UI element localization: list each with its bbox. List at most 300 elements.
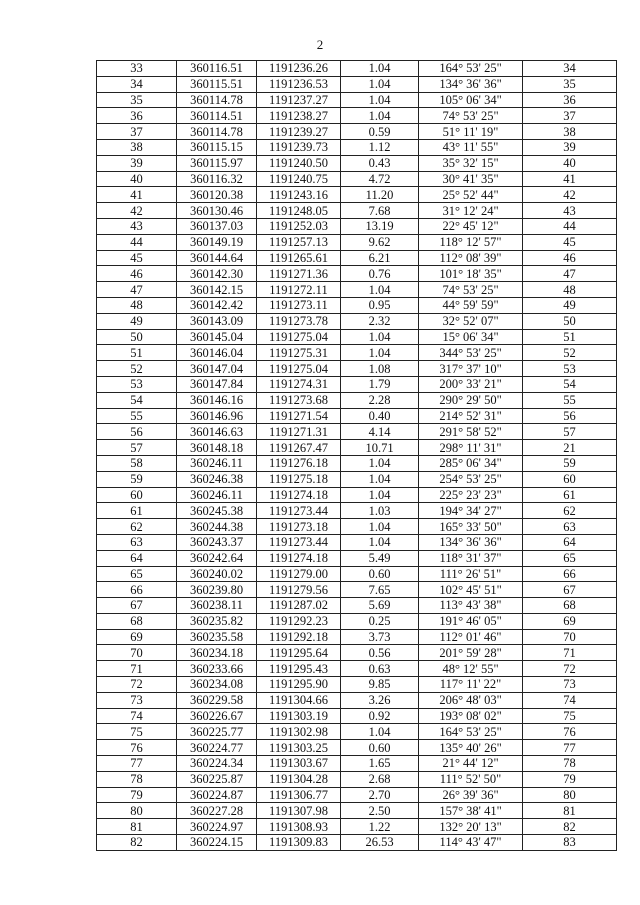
table-row (97, 345, 617, 361)
bearing-cell: 200° 33' 21" (419, 376, 523, 392)
x-coordinate-cell: 360115.15 (177, 139, 257, 155)
table-row (97, 503, 617, 519)
table-row (97, 266, 617, 282)
y-coordinate-cell: 1191273.78 (257, 313, 341, 329)
distance-cell: 1.04 (341, 455, 419, 471)
y-coordinate-cell: 1191292.23 (257, 613, 341, 629)
next-point-cell: 50 (523, 313, 617, 329)
distance-cell: 1.04 (341, 471, 419, 487)
x-coordinate-cell: 360225.87 (177, 771, 257, 787)
point-number-cell: 78 (97, 771, 177, 787)
table-row (97, 455, 617, 471)
table-row (97, 566, 617, 582)
point-number-cell: 73 (97, 692, 177, 708)
table-row (97, 534, 617, 550)
bearing-cell: 48° 12' 55" (419, 661, 523, 677)
next-point-cell: 57 (523, 424, 617, 440)
distance-cell: 1.79 (341, 376, 419, 392)
next-point-cell: 72 (523, 661, 617, 677)
distance-cell: 5.49 (341, 550, 419, 566)
next-point-cell: 55 (523, 392, 617, 408)
point-number-cell: 34 (97, 76, 177, 92)
point-number-cell: 66 (97, 582, 177, 598)
y-coordinate-cell: 1191275.31 (257, 345, 341, 361)
distance-cell: 0.56 (341, 645, 419, 661)
table-row (97, 787, 617, 803)
x-coordinate-cell: 360149.19 (177, 234, 257, 250)
next-point-cell: 70 (523, 629, 617, 645)
bearing-cell: 118° 12' 57" (419, 234, 523, 250)
distance-cell: 1.12 (341, 139, 419, 155)
next-point-cell: 76 (523, 724, 617, 740)
next-point-cell: 37 (523, 108, 617, 124)
next-point-cell: 34 (523, 61, 617, 77)
bearing-cell: 43° 11' 55" (419, 139, 523, 155)
y-coordinate-cell: 1191303.25 (257, 740, 341, 756)
point-number-cell: 62 (97, 519, 177, 535)
distance-cell: 3.73 (341, 629, 419, 645)
distance-cell: 0.59 (341, 124, 419, 140)
table-row (97, 124, 617, 140)
point-number-cell: 52 (97, 361, 177, 377)
x-coordinate-cell: 360235.82 (177, 613, 257, 629)
next-point-cell: 78 (523, 756, 617, 772)
distance-cell: 0.40 (341, 408, 419, 424)
table-row (97, 519, 617, 535)
distance-cell: 5.69 (341, 598, 419, 614)
y-coordinate-cell: 1191295.64 (257, 645, 341, 661)
table-row (97, 550, 617, 566)
distance-cell: 1.03 (341, 503, 419, 519)
distance-cell: 2.50 (341, 803, 419, 819)
table-row (97, 392, 617, 408)
table-row (97, 376, 617, 392)
table-row (97, 329, 617, 345)
x-coordinate-cell: 360137.03 (177, 218, 257, 234)
x-coordinate-cell: 360114.51 (177, 108, 257, 124)
next-point-cell: 65 (523, 550, 617, 566)
y-coordinate-cell: 1191303.19 (257, 708, 341, 724)
distance-cell: 10.71 (341, 440, 419, 456)
table-row (97, 613, 617, 629)
next-point-cell: 80 (523, 787, 617, 803)
next-point-cell: 52 (523, 345, 617, 361)
x-coordinate-cell: 360225.77 (177, 724, 257, 740)
distance-cell: 1.04 (341, 329, 419, 345)
next-point-cell: 62 (523, 503, 617, 519)
bearing-cell: 25° 52' 44" (419, 187, 523, 203)
y-coordinate-cell: 1191273.44 (257, 534, 341, 550)
distance-cell: 1.04 (341, 92, 419, 108)
point-number-cell: 50 (97, 329, 177, 345)
point-number-cell: 77 (97, 756, 177, 772)
point-number-cell: 39 (97, 155, 177, 171)
y-coordinate-cell: 1191239.73 (257, 139, 341, 155)
distance-cell: 1.04 (341, 534, 419, 550)
bearing-cell: 30° 41' 35" (419, 171, 523, 187)
distance-cell: 3.26 (341, 692, 419, 708)
y-coordinate-cell: 1191295.43 (257, 661, 341, 677)
next-point-cell: 51 (523, 329, 617, 345)
point-number-cell: 42 (97, 203, 177, 219)
point-number-cell: 48 (97, 297, 177, 313)
bearing-cell: 134° 36' 36" (419, 76, 523, 92)
bearing-cell: 194° 34' 27" (419, 503, 523, 519)
bearing-cell: 214° 52' 31" (419, 408, 523, 424)
point-number-cell: 70 (97, 645, 177, 661)
x-coordinate-cell: 360246.11 (177, 455, 257, 471)
bearing-cell: 225° 23' 23" (419, 487, 523, 503)
x-coordinate-cell: 360226.67 (177, 708, 257, 724)
x-coordinate-cell: 360224.15 (177, 835, 257, 851)
table-row (97, 139, 617, 155)
table-row (97, 250, 617, 266)
x-coordinate-cell: 360120.38 (177, 187, 257, 203)
distance-cell: 1.04 (341, 345, 419, 361)
point-number-cell: 33 (97, 61, 177, 77)
point-number-cell: 47 (97, 282, 177, 298)
next-point-cell: 83 (523, 835, 617, 851)
point-number-cell: 68 (97, 613, 177, 629)
x-coordinate-cell: 360229.58 (177, 692, 257, 708)
bearing-cell: 290° 29' 50" (419, 392, 523, 408)
point-number-cell: 59 (97, 471, 177, 487)
table-row (97, 598, 617, 614)
table-row (97, 724, 617, 740)
point-number-cell: 81 (97, 819, 177, 835)
x-coordinate-cell: 360243.37 (177, 534, 257, 550)
bearing-cell: 191° 46' 05" (419, 613, 523, 629)
table-row (97, 171, 617, 187)
bearing-cell: 165° 33' 50" (419, 519, 523, 535)
y-coordinate-cell: 1191243.16 (257, 187, 341, 203)
point-number-cell: 46 (97, 266, 177, 282)
next-point-cell: 69 (523, 613, 617, 629)
y-coordinate-cell: 1191271.54 (257, 408, 341, 424)
x-coordinate-cell: 360143.09 (177, 313, 257, 329)
point-number-cell: 40 (97, 171, 177, 187)
point-number-cell: 44 (97, 234, 177, 250)
x-coordinate-cell: 360224.87 (177, 787, 257, 803)
point-number-cell: 38 (97, 139, 177, 155)
y-coordinate-cell: 1191307.98 (257, 803, 341, 819)
y-coordinate-cell: 1191252.03 (257, 218, 341, 234)
next-point-cell: 81 (523, 803, 617, 819)
x-coordinate-cell: 360115.51 (177, 76, 257, 92)
next-point-cell: 47 (523, 266, 617, 282)
distance-cell: 2.32 (341, 313, 419, 329)
point-number-cell: 80 (97, 803, 177, 819)
y-coordinate-cell: 1191273.11 (257, 297, 341, 313)
bearing-cell: 51° 11' 19" (419, 124, 523, 140)
x-coordinate-cell: 360147.84 (177, 376, 257, 392)
x-coordinate-cell: 360144.64 (177, 250, 257, 266)
distance-cell: 0.60 (341, 740, 419, 756)
distance-cell: 0.92 (341, 708, 419, 724)
point-number-cell: 35 (97, 92, 177, 108)
bearing-cell: 35° 32' 15" (419, 155, 523, 171)
bearing-cell: 111° 52' 50" (419, 771, 523, 787)
y-coordinate-cell: 1191276.18 (257, 455, 341, 471)
distance-cell: 0.76 (341, 266, 419, 282)
table-row (97, 692, 617, 708)
point-number-cell: 55 (97, 408, 177, 424)
distance-cell: 13.19 (341, 218, 419, 234)
table-row (97, 361, 617, 377)
next-point-cell: 75 (523, 708, 617, 724)
x-coordinate-cell: 360227.28 (177, 803, 257, 819)
bearing-cell: 285° 06' 34" (419, 455, 523, 471)
distance-cell: 1.04 (341, 519, 419, 535)
point-number-cell: 79 (97, 787, 177, 803)
bearing-cell: 317° 37' 10" (419, 361, 523, 377)
point-number-cell: 49 (97, 313, 177, 329)
point-number-cell: 71 (97, 661, 177, 677)
y-coordinate-cell: 1191272.11 (257, 282, 341, 298)
table-row (97, 582, 617, 598)
y-coordinate-cell: 1191302.98 (257, 724, 341, 740)
table-row (97, 108, 617, 124)
x-coordinate-cell: 360246.38 (177, 471, 257, 487)
y-coordinate-cell: 1191303.67 (257, 756, 341, 772)
distance-cell: 2.70 (341, 787, 419, 803)
point-number-cell: 56 (97, 424, 177, 440)
x-coordinate-cell: 360235.58 (177, 629, 257, 645)
y-coordinate-cell: 1191304.66 (257, 692, 341, 708)
bearing-cell: 112° 08' 39" (419, 250, 523, 266)
table-row (97, 471, 617, 487)
next-point-cell: 63 (523, 519, 617, 535)
y-coordinate-cell: 1191308.93 (257, 819, 341, 835)
y-coordinate-cell: 1191275.04 (257, 329, 341, 345)
next-point-cell: 68 (523, 598, 617, 614)
y-coordinate-cell: 1191279.00 (257, 566, 341, 582)
table-row (97, 803, 617, 819)
x-coordinate-cell: 360146.04 (177, 345, 257, 361)
table-row (97, 282, 617, 298)
next-point-cell: 67 (523, 582, 617, 598)
bearing-cell: 206° 48' 03" (419, 692, 523, 708)
x-coordinate-cell: 360240.02 (177, 566, 257, 582)
coordinates-table-body (97, 61, 617, 851)
next-point-cell: 38 (523, 124, 617, 140)
distance-cell: 2.28 (341, 392, 419, 408)
y-coordinate-cell: 1191265.61 (257, 250, 341, 266)
x-coordinate-cell: 360234.08 (177, 677, 257, 693)
bearing-cell: 344° 53' 25" (419, 345, 523, 361)
x-coordinate-cell: 360146.16 (177, 392, 257, 408)
page-number: 2 (316, 37, 324, 52)
next-point-cell: 71 (523, 645, 617, 661)
point-number-cell: 45 (97, 250, 177, 266)
distance-cell: 4.72 (341, 171, 419, 187)
y-coordinate-cell: 1191279.56 (257, 582, 341, 598)
bearing-cell: 291° 58' 52" (419, 424, 523, 440)
distance-cell: 26.53 (341, 835, 419, 851)
y-coordinate-cell: 1191240.50 (257, 155, 341, 171)
distance-cell: 9.85 (341, 677, 419, 693)
x-coordinate-cell: 360142.42 (177, 297, 257, 313)
point-number-cell: 82 (97, 835, 177, 851)
point-number-cell: 76 (97, 740, 177, 756)
x-coordinate-cell: 360233.66 (177, 661, 257, 677)
y-coordinate-cell: 1191240.75 (257, 171, 341, 187)
bearing-cell: 132° 20' 13" (419, 819, 523, 835)
table-row (97, 661, 617, 677)
y-coordinate-cell: 1191273.18 (257, 519, 341, 535)
y-coordinate-cell: 1191295.90 (257, 677, 341, 693)
y-coordinate-cell: 1191236.53 (257, 76, 341, 92)
table-row (97, 708, 617, 724)
bearing-cell: 113° 43' 38" (419, 598, 523, 614)
distance-cell: 1.04 (341, 108, 419, 124)
next-point-cell: 42 (523, 187, 617, 203)
next-point-cell: 64 (523, 534, 617, 550)
x-coordinate-cell: 360146.96 (177, 408, 257, 424)
point-number-cell: 37 (97, 124, 177, 140)
bearing-cell: 193° 08' 02" (419, 708, 523, 724)
next-point-cell: 48 (523, 282, 617, 298)
next-point-cell: 82 (523, 819, 617, 835)
bearing-cell: 105° 06' 34" (419, 92, 523, 108)
x-coordinate-cell: 360246.11 (177, 487, 257, 503)
point-number-cell: 75 (97, 724, 177, 740)
point-number-cell: 53 (97, 376, 177, 392)
next-point-cell: 59 (523, 455, 617, 471)
table-row (97, 835, 617, 851)
distance-cell: 1.08 (341, 361, 419, 377)
x-coordinate-cell: 360224.34 (177, 756, 257, 772)
distance-cell: 9.62 (341, 234, 419, 250)
next-point-cell: 56 (523, 408, 617, 424)
point-number-cell: 69 (97, 629, 177, 645)
y-coordinate-cell: 1191236.26 (257, 61, 341, 77)
table-row (97, 92, 617, 108)
y-coordinate-cell: 1191271.36 (257, 266, 341, 282)
point-number-cell: 43 (97, 218, 177, 234)
y-coordinate-cell: 1191292.18 (257, 629, 341, 645)
next-point-cell: 74 (523, 692, 617, 708)
next-point-cell: 40 (523, 155, 617, 171)
table-row (97, 424, 617, 440)
bearing-cell: 164° 53' 25" (419, 724, 523, 740)
bearing-cell: 26° 39' 36" (419, 787, 523, 803)
distance-cell: 1.04 (341, 282, 419, 298)
next-point-cell: 45 (523, 234, 617, 250)
next-point-cell: 61 (523, 487, 617, 503)
point-number-cell: 64 (97, 550, 177, 566)
distance-cell: 1.22 (341, 819, 419, 835)
bearing-cell: 74° 53' 25" (419, 108, 523, 124)
x-coordinate-cell: 360238.11 (177, 598, 257, 614)
bearing-cell: 111° 26' 51" (419, 566, 523, 582)
x-coordinate-cell: 360142.30 (177, 266, 257, 282)
bearing-cell: 157° 38' 41" (419, 803, 523, 819)
y-coordinate-cell: 1191304.28 (257, 771, 341, 787)
table-row (97, 218, 617, 234)
y-coordinate-cell: 1191306.77 (257, 787, 341, 803)
table-row (97, 740, 617, 756)
y-coordinate-cell: 1191274.31 (257, 376, 341, 392)
bearing-cell: 117° 11' 22" (419, 677, 523, 693)
next-point-cell: 53 (523, 361, 617, 377)
bearing-cell: 102° 45' 51" (419, 582, 523, 598)
bearing-cell: 298° 11' 31" (419, 440, 523, 456)
x-coordinate-cell: 360148.18 (177, 440, 257, 456)
y-coordinate-cell: 1191267.47 (257, 440, 341, 456)
next-point-cell: 60 (523, 471, 617, 487)
distance-cell: 0.43 (341, 155, 419, 171)
table-row (97, 771, 617, 787)
table-row (97, 756, 617, 772)
y-coordinate-cell: 1191273.68 (257, 392, 341, 408)
bearing-cell: 114° 43' 47" (419, 835, 523, 851)
bearing-cell: 101° 18' 35" (419, 266, 523, 282)
y-coordinate-cell: 1191273.44 (257, 503, 341, 519)
distance-cell: 1.04 (341, 724, 419, 740)
table-row (97, 61, 617, 77)
point-number-cell: 67 (97, 598, 177, 614)
table-row (97, 297, 617, 313)
x-coordinate-cell: 360245.38 (177, 503, 257, 519)
point-number-cell: 60 (97, 487, 177, 503)
table-row (97, 313, 617, 329)
bearing-cell: 31° 12' 24" (419, 203, 523, 219)
point-number-cell: 72 (97, 677, 177, 693)
distance-cell: 0.60 (341, 566, 419, 582)
x-coordinate-cell: 360146.63 (177, 424, 257, 440)
table-row (97, 187, 617, 203)
point-number-cell: 41 (97, 187, 177, 203)
y-coordinate-cell: 1191271.31 (257, 424, 341, 440)
point-number-cell: 57 (97, 440, 177, 456)
next-point-cell: 39 (523, 139, 617, 155)
table-row (97, 203, 617, 219)
x-coordinate-cell: 360239.80 (177, 582, 257, 598)
y-coordinate-cell: 1191239.27 (257, 124, 341, 140)
y-coordinate-cell: 1191248.05 (257, 203, 341, 219)
x-coordinate-cell: 360116.32 (177, 171, 257, 187)
x-coordinate-cell: 360224.77 (177, 740, 257, 756)
y-coordinate-cell: 1191275.18 (257, 471, 341, 487)
bearing-cell: 44° 59' 59" (419, 297, 523, 313)
bearing-cell: 254° 53' 25" (419, 471, 523, 487)
x-coordinate-cell: 360234.18 (177, 645, 257, 661)
x-coordinate-cell: 360147.04 (177, 361, 257, 377)
point-number-cell: 36 (97, 108, 177, 124)
bearing-cell: 22° 45' 12" (419, 218, 523, 234)
bearing-cell: 164° 53' 25" (419, 61, 523, 77)
next-point-cell: 21 (523, 440, 617, 456)
next-point-cell: 43 (523, 203, 617, 219)
next-point-cell: 41 (523, 171, 617, 187)
table-row (97, 819, 617, 835)
distance-cell: 7.68 (341, 203, 419, 219)
next-point-cell: 36 (523, 92, 617, 108)
next-point-cell: 66 (523, 566, 617, 582)
table-row (97, 76, 617, 92)
x-coordinate-cell: 360142.15 (177, 282, 257, 298)
x-coordinate-cell: 360114.78 (177, 92, 257, 108)
x-coordinate-cell: 360130.46 (177, 203, 257, 219)
y-coordinate-cell: 1191274.18 (257, 487, 341, 503)
point-number-cell: 51 (97, 345, 177, 361)
point-number-cell: 74 (97, 708, 177, 724)
distance-cell: 1.04 (341, 487, 419, 503)
distance-cell: 0.63 (341, 661, 419, 677)
bearing-cell: 118° 31' 37" (419, 550, 523, 566)
table-row (97, 408, 617, 424)
